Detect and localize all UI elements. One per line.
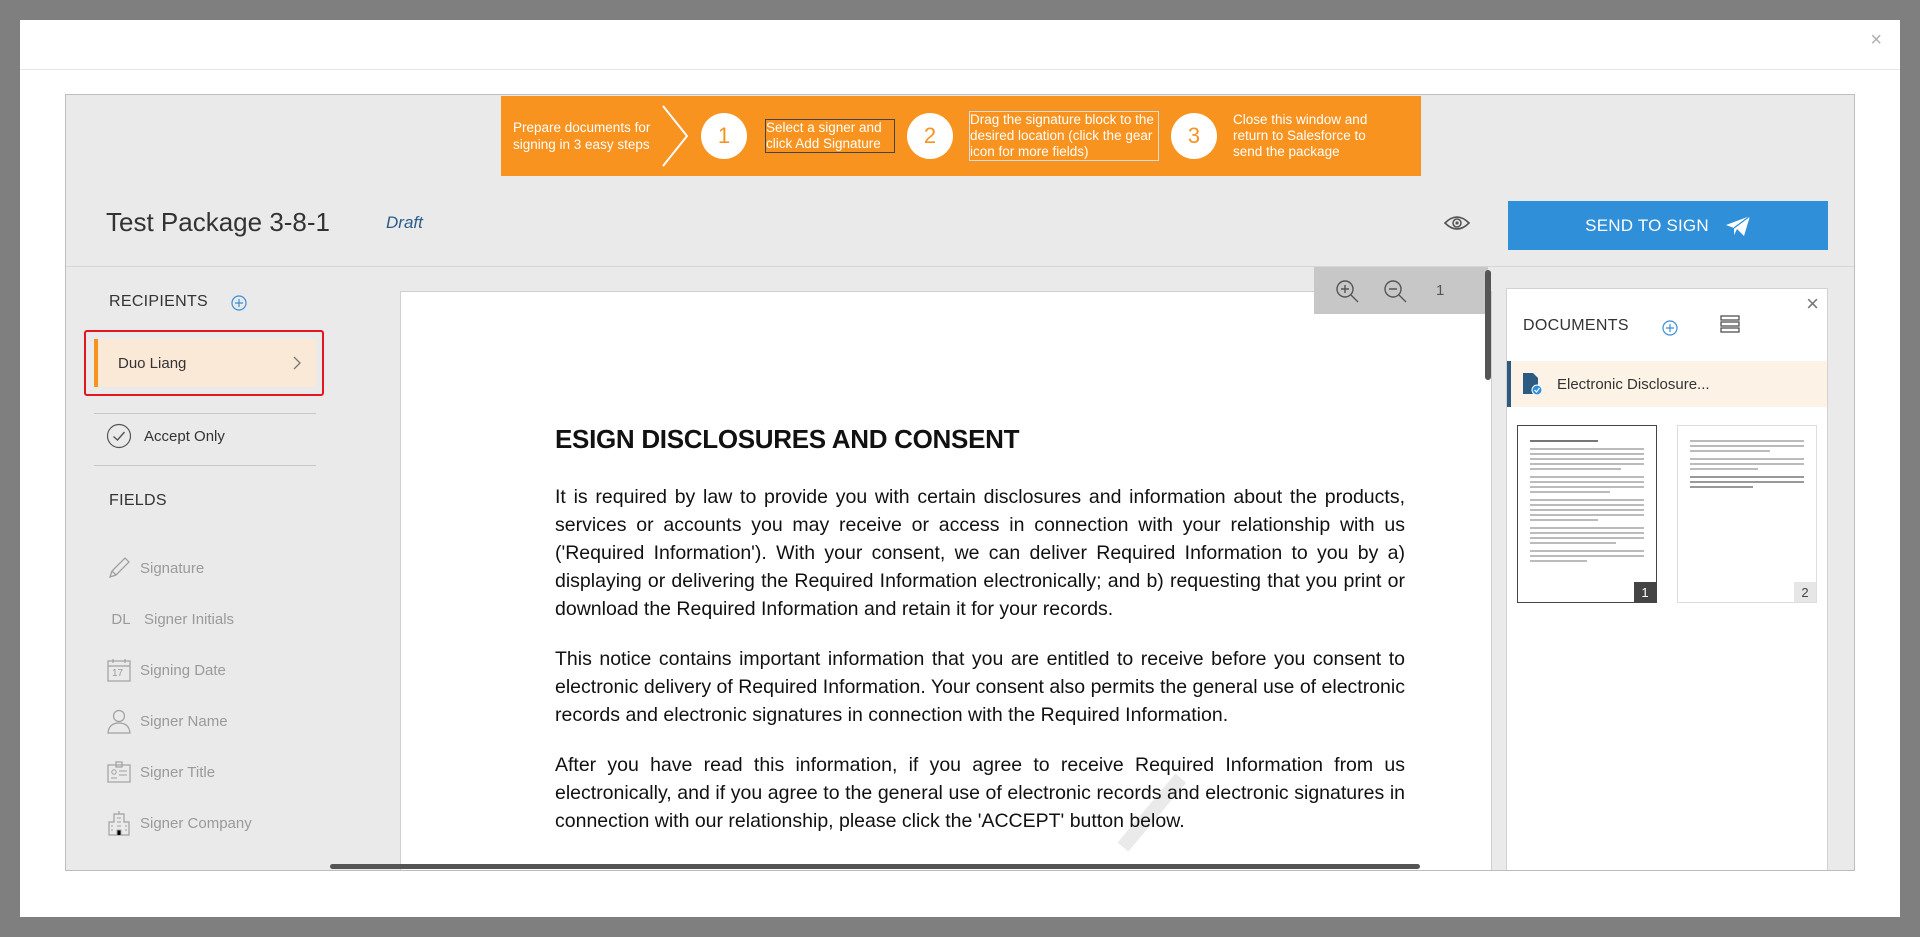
- calendar-icon: [106, 657, 132, 683]
- document-check-icon: [1521, 372, 1543, 396]
- zoom-toolbar: [1314, 267, 1488, 314]
- zoom-out-icon[interactable]: [1382, 278, 1408, 304]
- package-status: Draft: [386, 213, 423, 232]
- field-label: Signer Title: [140, 763, 216, 781]
- step-text-1: Select a signer and click Add Signature: [765, 119, 895, 153]
- modal-divider: [20, 69, 1900, 70]
- document-paragraph: After you have read this information, if you agree to receive Required Information from us electronically, and if you agree to the general use of electronic records and electronic signatures in connection with our relationship, please click the 'ACCEPT' button below.: [555, 754, 1405, 832]
- documents-heading: DOCUMENTS: [1523, 317, 1629, 334]
- instruction-banner: [501, 96, 1421, 176]
- step-number-1: 1: [701, 113, 747, 159]
- id-card-icon: [106, 759, 132, 785]
- add-recipient-icon[interactable]: [231, 295, 247, 311]
- field-signature[interactable]: [106, 555, 204, 581]
- field-signer-company[interactable]: [106, 810, 252, 836]
- field-label: Signer Name: [140, 712, 228, 730]
- banner-intro: Prepare documents for signing in 3 easy steps: [513, 120, 651, 152]
- send-to-sign-button[interactable]: [1508, 201, 1828, 250]
- document-name: Electronic Disclosure...: [1557, 375, 1710, 393]
- send-to-sign-label: SEND TO SIGN: [1585, 215, 1709, 235]
- step-number-3: 3: [1171, 113, 1217, 159]
- field-signer-title[interactable]: [106, 759, 215, 785]
- document-viewer[interactable]: [400, 291, 1492, 871]
- step-number-2: 2: [907, 113, 953, 159]
- package-editor: [65, 94, 1855, 871]
- field-signer-name[interactable]: [106, 708, 228, 734]
- preview-eye-icon[interactable]: [1443, 213, 1471, 233]
- documents-panel: [1506, 288, 1828, 871]
- vertical-scrollbar[interactable]: [1485, 270, 1491, 380]
- document-item[interactable]: [1507, 361, 1827, 407]
- field-label: Signature: [140, 559, 205, 577]
- recipients-heading: RECIPIENTS: [109, 293, 209, 310]
- modal: [20, 20, 1900, 917]
- initials-icon: DL: [111, 610, 131, 628]
- page-thumbnail[interactable]: [1517, 425, 1657, 603]
- pen-icon: [106, 555, 132, 581]
- horizontal-scrollbar[interactable]: [330, 864, 1420, 869]
- document-heading: ESIGN DISCLOSURES AND CONSENT: [555, 424, 1020, 454]
- paper-plane-icon: [1725, 215, 1751, 237]
- page-number: 1: [1436, 282, 1445, 299]
- check-circle-icon: [106, 423, 132, 449]
- field-label: Signer Initials: [144, 610, 235, 628]
- zoom-in-icon[interactable]: [1334, 278, 1360, 304]
- recipient-name: Duo Liang: [118, 354, 187, 372]
- document-page: [555, 424, 1405, 857]
- recipient-item[interactable]: [94, 339, 316, 387]
- add-document-icon[interactable]: [1662, 320, 1678, 336]
- document-paragraph: This notice contains important information that you are entitled to receive before you consent to electronic delivery of Required Information. Your consent also permits the general use of electronic records and electronic signatures in connection with the Required Information.: [555, 648, 1405, 726]
- field-signer-initials[interactable]: [106, 606, 234, 632]
- list-view-icon[interactable]: [1719, 313, 1741, 335]
- field-label: Signing Date: [140, 661, 226, 679]
- person-icon: [106, 708, 132, 734]
- thumbnail-number: 1: [1634, 582, 1656, 602]
- building-icon: [106, 810, 132, 836]
- package-title: Test Package 3-8-1: [106, 207, 331, 237]
- chevron-right-icon: [292, 355, 302, 371]
- fields-heading: FIELDS: [109, 492, 167, 509]
- calendar-day: 17: [112, 668, 124, 679]
- page-thumbnail[interactable]: [1677, 425, 1817, 603]
- step-text-2: Drag the signature block to the desired location (click the gear icon for more fields): [969, 111, 1159, 161]
- field-label: Signer Company: [140, 814, 252, 832]
- accept-only-option[interactable]: [106, 423, 225, 449]
- recipient-highlight: [84, 330, 324, 396]
- chevron-right-icon: [653, 96, 693, 176]
- accept-only-label: Accept Only: [144, 427, 225, 445]
- thumbnail-number: 2: [1794, 582, 1816, 602]
- document-paragraph: It is required by law to provide you with certain disclosures and information about the products, services or accounts you may receive or access in connection with your relationship with us ('Required Information'). With your consent, we can deliver Required Information to you by a) displaying or delivering the Required Information electronically; and b) requesting that you print or download the Required Information and retain it for your records.: [555, 486, 1405, 620]
- step-text-3: Close this window and return to Salesforce to send the package: [1233, 112, 1368, 159]
- field-signing-date[interactable]: [106, 657, 226, 683]
- divider: [94, 413, 316, 414]
- divider: [94, 465, 316, 466]
- close-icon[interactable]: ×: [1806, 291, 1819, 316]
- header-separator: [66, 266, 1854, 267]
- modal-close-icon[interactable]: ×: [1870, 29, 1882, 51]
